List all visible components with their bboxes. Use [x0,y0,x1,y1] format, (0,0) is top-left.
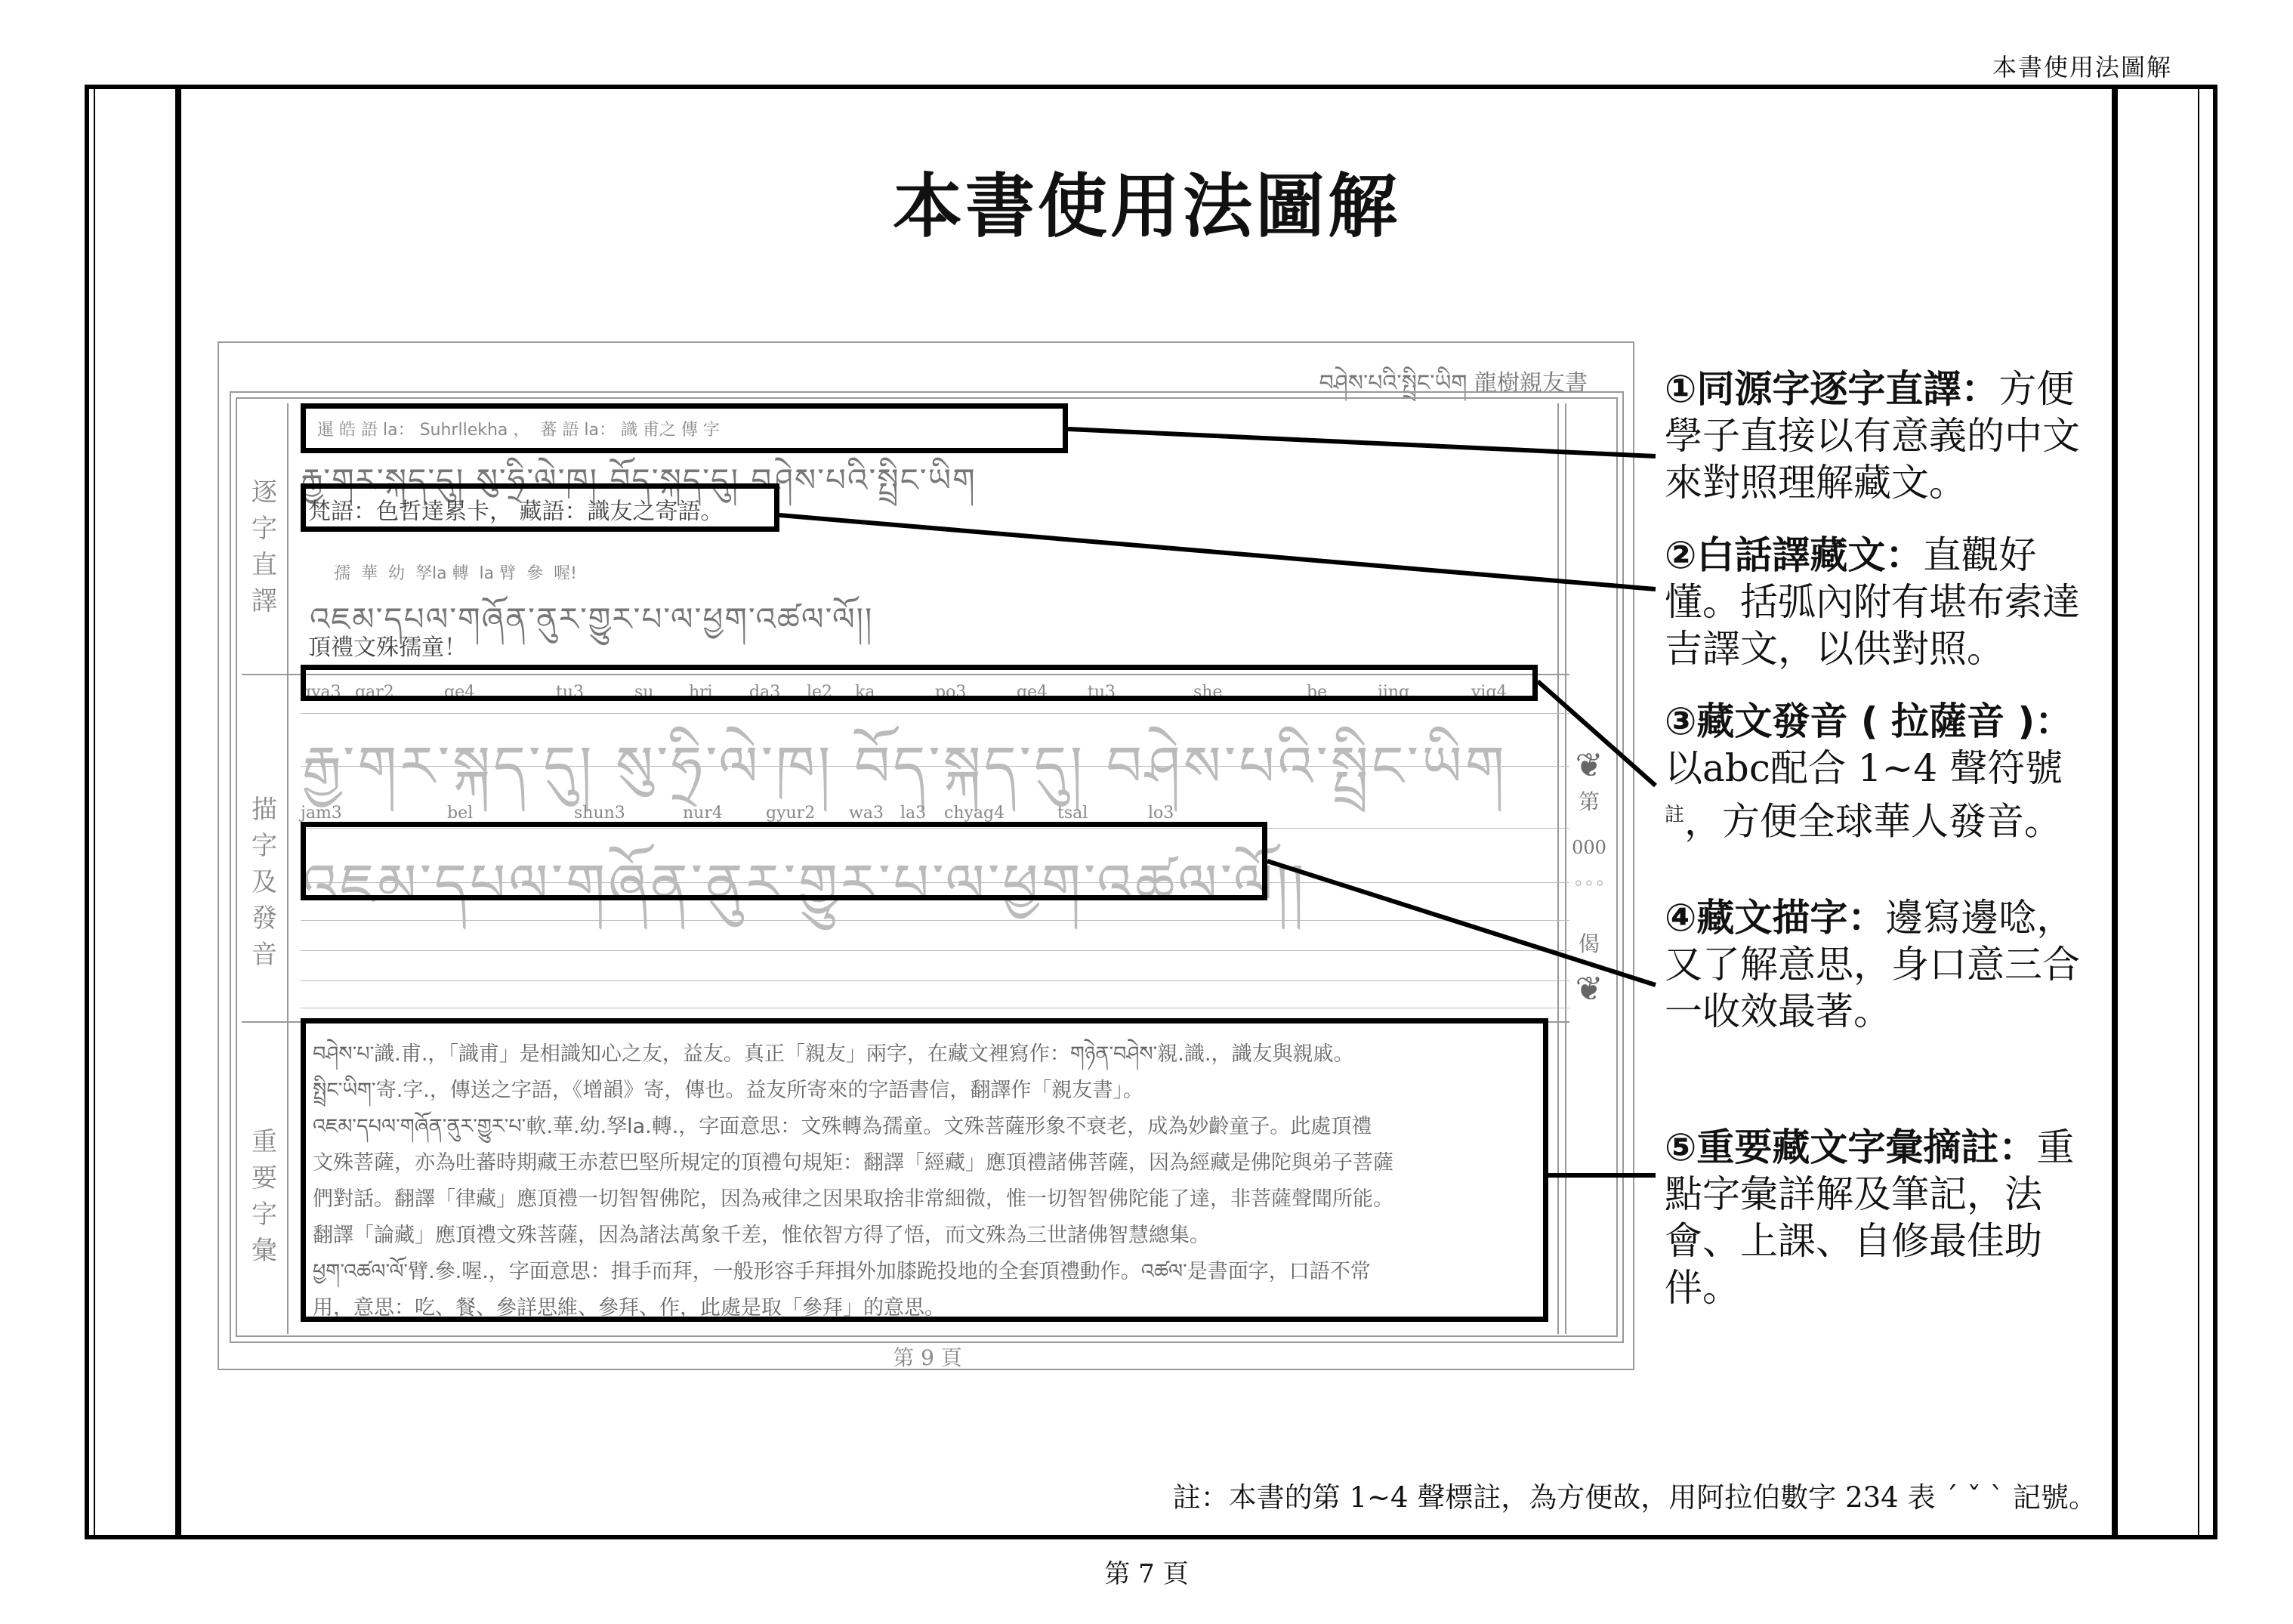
annotation-1-title: ①同源字逐字直譯： [1665,367,1999,411]
pron-syllable: jam3 [301,804,342,823]
vocab-line: སྤྲིང་ཡིག་寄.字.，傳送之字語，《增韻》寄，傳也。益友所寄來的字語書信，翻譯作「親友書」。 [313,1079,1143,1102]
annotation-2 [1665,532,2103,672]
vocab-line: 用，意思：吃、餐、參詳思維、參拜、作，此處是取「參拜」的意思。 [313,1296,945,1320]
annotation-4-title: ④藏文描字： [1665,896,1886,940]
chinese-line-2: 頂禮文殊孺童！ [308,634,467,661]
tibetan-line-1: རྒྱ་གར་སྐད་དུ། སུ་ཧྲི་ལེ་ཁ། བོད་སྐད་དུ། བཤེས་པའི་སྤྲིང་ཡིག [301,462,977,499]
vocab-line: བཤེས་པ་識.甫.，「識甫」是相識知心之友，益友。真正「親友」兩字，在藏文裡寫作：གཉེན་བཤེས་親.識.，識友與親戚。 [313,1042,1354,1066]
page-title: 本書使用法圖解 [892,166,1400,247]
annotation-3 [1665,698,2103,845]
verse-suffix: 偈 [1578,931,1600,956]
pron-syllable: ge4 [444,683,476,702]
gloss-line-2: 孺 華 幼 孥la 轉 la 臂 參 喔! [334,564,577,583]
verse-number: 000 [1572,837,1606,858]
annotation-3-title: ③藏文發音 ( 拉薩音 )： [1665,699,2073,743]
pron-syllable: wa3 [849,804,884,823]
pron-syllable: tu3 [556,683,585,702]
pron-syllable: le2 [807,683,833,702]
verse-label: 第 [1578,789,1600,814]
annotation-3-body: 以abc配合 1~4 聲符號 [1665,746,2063,790]
pron-syllable: la3 [900,804,927,823]
vocab-line: ཕྱག་འཚལ་ལོ་臂.參.喔.，字面意思：揖手而拜，一般形容手拜揖外加膝跪投地的全套頂禮動作。འཚལ་是書面字，口語不常 [313,1260,1371,1283]
pron-syllable: she [1193,683,1223,702]
pron-syllable: lo3 [1148,804,1174,823]
pron-syllable: ka [855,683,875,702]
side-label-vocab: 重要字彙 [252,1127,277,1266]
pron-syllable: yig4 [1471,683,1508,702]
pron-syllable: da3 [749,683,781,702]
pron-syllable: jing [1378,683,1410,702]
pron-syllable: po3 [935,683,967,702]
annotation-5-title: ⑤重要藏文字彙摘註： [1665,1125,2037,1169]
vocab-line: 們對話。翻譯「律藏」應頂禮一切智智佛陀，因為戒律之因果取捨非常細微，惟一切智智佛陀能了達，非菩薩聲聞所能。 [313,1187,1393,1211]
leader-line-3 [1538,681,1656,786]
footnote: 註：本書的第 1~4 聲標註，為方便故，用阿拉伯數字 234 表 ˊ ˇ ˋ 記號。 [1172,1481,2097,1514]
ornament-top-icon: ❦ [1575,746,1603,785]
pron-syllable: su [634,683,654,702]
pron-syllable: ge4 [1017,683,1048,702]
annotation-3-body-tail: ，方便全球華人發音。 [1684,799,2063,844]
pron-syllable: chyag4 [944,804,1005,823]
vocab-line: 文殊菩薩，亦為吐蕃時期藏王赤惹巴堅所規定的頂禮句規矩：翻譯「經藏」應頂禮諸佛菩薩，因為經藏是佛陀與弟子菩薩 [313,1151,1393,1175]
running-head: 本書使用法圖解 [1992,53,2172,82]
gloss-line-1: 暹 皓 語 la： Suhrllekha ， 蕃 語 la： 識 甫之 傳 字 [317,421,720,440]
verse-number-dots: ◦◦◦ [1572,873,1606,894]
vocab-line: འཇམ་དཔལ་གཞོན་ནུར་གྱུར་པ་軟.華.幼.孥la.轉.，字面意思：文殊轉為孺童。文殊菩薩形象不衰老，成為妙齡童子。此處頂禮 [313,1115,1372,1138]
leader-line-1 [1068,429,1656,456]
pron-syllable: shun3 [574,804,625,823]
leader-line-4 [1267,861,1656,985]
annotation-1 [1665,366,2103,506]
annotation-1-body: 方便學子直接以有意義的中文來對照理解藏文。 [1665,367,2080,505]
pron-syllable: gya3 [301,683,341,702]
chinese-line-1: 梵語：色哲達累卡， 藏語：識友之寄語。 [308,499,724,525]
ornament-bottom-icon: ❦ [1575,970,1603,1008]
annotation-5-body: 重點字彙詳解及筆記，法會、上課、自修最佳助伴。 [1665,1125,2075,1310]
pron-syllable: nur4 [683,804,723,823]
side-label-translation: 逐字直譯 [252,477,277,616]
tracing-line-2: འཇམ་དཔལ་གཞོན་ནུར་གྱུར་པ་ལ་ཕྱག་འཚལ་ལོ།། [302,852,1307,917]
pron-syllable: bel [447,804,474,823]
annotation-4-body: 邊寫邊唸，又了解意思，身口意三合一收效最著。 [1665,896,2080,1033]
pron-syllable: hri [689,683,713,702]
pron-syllable: gar2 [355,683,394,702]
annotation-5 [1665,1124,2103,1311]
tracing-line-1: རྒྱ་གར་སྐད་དུ། སུ་ཧྲི་ལེ་ཁ། བོད་སྐད་དུ། བཤེས་པའི་སྤྲིང་ཡིག [302,734,1508,799]
tibetan-line-2: འཇམ་དཔལ་གཞོན་ནུར་གྱུར་པ་ལ་ཕྱག་འཚལ་ལོ།། [310,601,874,638]
annotation-4 [1665,894,2103,1035]
pron-syllable: tsal [1057,804,1088,823]
sample-page-header: བཤེས་པའི་སྤྲིང་ཡིག 龍樹親友書 [1319,370,1588,397]
pron-syllable: gyur2 [766,804,816,823]
pron-syllable: tu3 [1088,683,1116,702]
annotation-3-note-mark: 註 [1665,804,1685,826]
annotation-2-title: ②白話譯藏文： [1665,533,1924,577]
leader-line-2 [779,515,1656,589]
pron-syllable: be [1307,683,1328,702]
sample-page-footer: 第 9 頁 [893,1345,962,1370]
vocab-line: 翻譯「論藏」應頂禮文殊菩薩，因為諸法萬象千差，惟依智方得了悟，而文殊為三世諸佛智慧總集。 [313,1224,1210,1247]
annotation-2-body: 直觀好懂。括弧內附有堪布索達吉譯文，以供對照。 [1665,533,2080,671]
page-number: 第 7 頁 [1104,1559,1189,1589]
side-label-tracing: 描字及發音 [252,795,277,970]
